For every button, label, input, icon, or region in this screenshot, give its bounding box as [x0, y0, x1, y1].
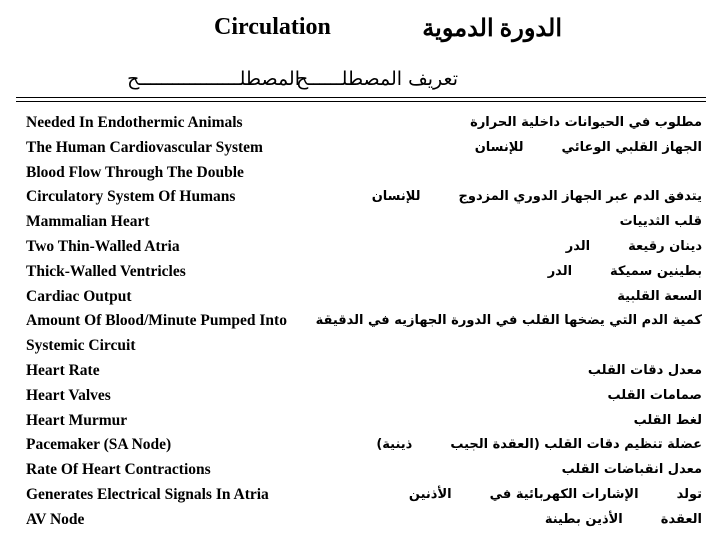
term-row: Heart Rate [26, 361, 100, 379]
term-row: Needed In Endothermic Animals [26, 114, 243, 131]
definition-row [332, 235, 702, 260]
definition-row [332, 260, 702, 285]
definition-text: قلب الثدييات [619, 214, 702, 230]
term-row: Rate Of Heart Contractions [26, 461, 211, 479]
definition-row [315, 309, 702, 334]
definition-row [332, 483, 702, 508]
definition-text: الدر [547, 263, 573, 279]
definition-text: للإنسان [474, 139, 524, 155]
definition-row [332, 334, 702, 359]
definition-text: كمية الدم التي يضخها القلب في الدورة الجهازيه في الدقيقة [315, 313, 702, 329]
header-divider-top [16, 97, 706, 98]
arabic-definitions-list [315, 111, 702, 533]
term-row: Heart Murmur [26, 411, 128, 429]
term-row: Pacemaker (SA Node) [26, 436, 172, 454]
definition-text: للإنسان [371, 189, 421, 205]
definition-text: الأذين بطينة [544, 511, 623, 527]
definition-row [332, 111, 702, 136]
title-english: Circulation [214, 14, 331, 40]
term-row: The Human Cardiovascular System [26, 138, 263, 156]
definition-text: الدر [565, 238, 591, 254]
definition-row [332, 409, 702, 434]
definition-text: معدل دقات القلب [587, 362, 702, 378]
definition-row [332, 508, 702, 533]
definition-text: لغط القلب [633, 412, 702, 428]
definition-text: ذينية) [376, 437, 413, 453]
definition-row [332, 210, 702, 235]
definition-row [332, 433, 702, 458]
header-term-arabic: المصطلــــــــــــــــــح [127, 68, 300, 90]
term-row: Mammalian Heart [26, 213, 150, 231]
definition-row [332, 285, 702, 310]
term-row: Generates Electrical Signals In Atria [26, 485, 269, 503]
definition-row [332, 136, 702, 161]
term-row: Amount Of Blood/Minute Pumped Into [26, 312, 287, 330]
definition-row [332, 185, 702, 210]
definition-text: معدل انقباضات القلب [561, 462, 702, 478]
term-row: AV Node [26, 510, 85, 528]
term-row: Systemic Circuit [26, 337, 136, 355]
term-row: Blood Flow Through The Double [26, 163, 244, 181]
definition-text: صمامات القلب [607, 387, 702, 403]
definition-text: السعة القلبية [617, 288, 702, 304]
term-row: Cardiac Output [26, 287, 132, 305]
definition-text: عضلة تنظيم دقات القلب (العقدة الجيب [450, 437, 702, 453]
definition-text: الجهاز القلبي الوعائي [561, 139, 702, 155]
definition-row [332, 384, 702, 409]
english-terms-list [26, 111, 287, 533]
definition-text: الإشارات الكهربائية في [489, 486, 639, 502]
definition-text: الأذنين [408, 486, 452, 502]
definition-text: مطلوب في الحيوانات داخلية الحرارة [470, 115, 702, 130]
title-arabic: الدورة الدموية [422, 16, 562, 42]
definition-text: دينان رقيعة [628, 238, 702, 254]
term-row: Two Thin-Walled Atria [26, 237, 180, 255]
definition-text: العقدة [660, 511, 702, 527]
definition-row [332, 359, 702, 384]
definition-row [332, 161, 702, 186]
term-row: Circulatory System Of Humans [26, 188, 236, 206]
term-row: Thick-Walled Ventricles [26, 262, 186, 280]
definition-text: يتدفق الدم عبر الجهاز الدوري المزدوج [458, 189, 702, 205]
definition-row [332, 458, 702, 483]
header-definition-arabic: تعريف المصطلــــــح [295, 68, 458, 90]
definition-text: تولد [676, 486, 702, 502]
header-divider-bottom [16, 101, 706, 102]
term-row: Heart Valves [26, 386, 111, 404]
definition-text: بطينين سميكة [610, 263, 702, 279]
